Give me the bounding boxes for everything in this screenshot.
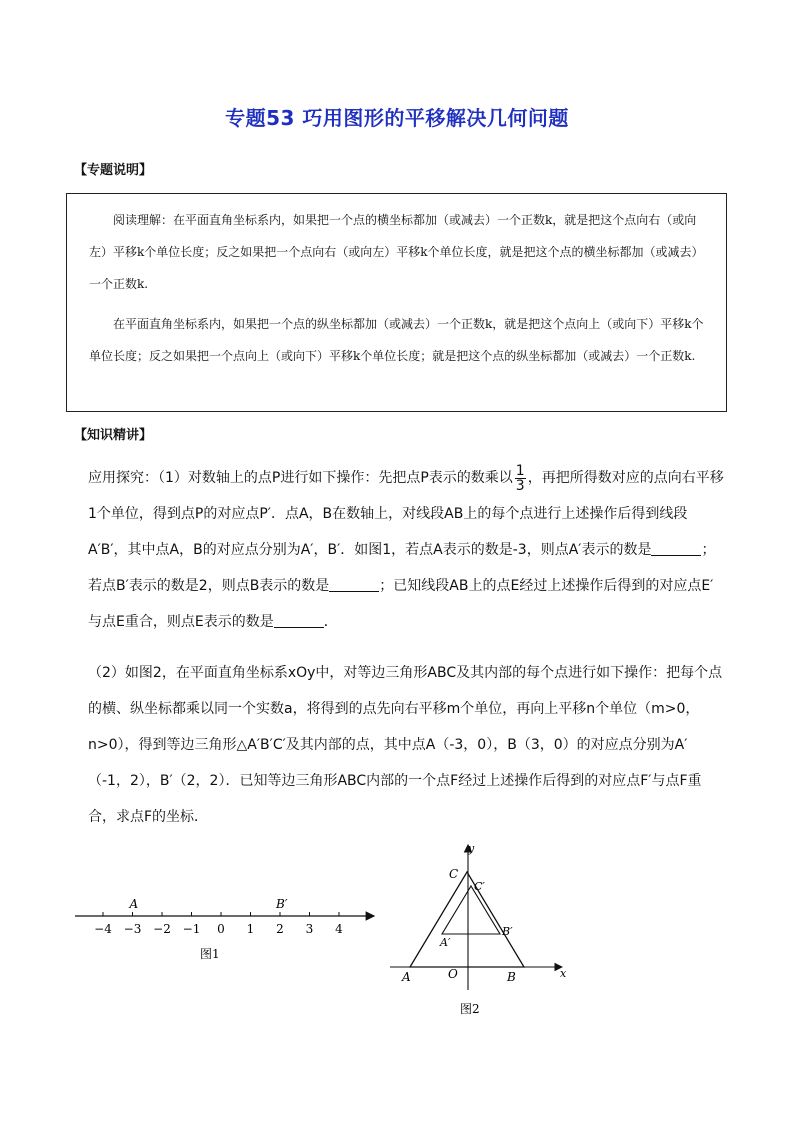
question-2 — [88, 655, 724, 835]
figure-2-coordinate-plane — [390, 840, 580, 1020]
answer-blank-2[interactable] — [329, 577, 379, 592]
vertex-c-label: C — [449, 867, 459, 881]
tick-label: 2 — [276, 922, 284, 936]
vertex-c-prime-label: C′ — [474, 880, 485, 893]
vertex-a-prime-label: A′ — [440, 936, 451, 949]
page-title: 专题53 巧用图形的平移解决几何问题 — [225, 106, 569, 130]
fraction-denominator: 3 — [515, 477, 525, 494]
tick-label: 3 — [305, 922, 314, 936]
question-1-text — [88, 460, 724, 640]
tick-label: −4 — [94, 922, 112, 936]
vertex-a-label: A — [402, 970, 411, 984]
tick-label: −1 — [182, 922, 201, 936]
tick-label: −3 — [123, 922, 142, 936]
y-axis-label: y — [468, 842, 475, 855]
section-heading-knowledge: 【知识精讲】 — [74, 428, 153, 443]
origin-label: O — [448, 967, 458, 981]
q1-part-d: ；已知线段AB上的点E经过上述操作后得到的对应点E′与点E重合，则点E表示的数是 — [88, 578, 714, 630]
point-b-prime-label: B′ — [276, 897, 288, 911]
vertex-b-label: B — [507, 970, 516, 984]
section-heading-explanation: 【专题说明】 — [74, 163, 153, 178]
q1-part-a: 应用探究：（1）对数轴上的点P进行如下操作：先把点P表示的数乘以 — [88, 470, 513, 486]
tick-label: −2 — [153, 922, 171, 936]
explanation-box — [66, 193, 727, 412]
answer-blank-1[interactable] — [651, 541, 701, 556]
figure-2-caption: 图2 — [460, 1002, 480, 1016]
question-2-text: （2）如图2，在平面直角坐标系xOy中，对等边三角形ABC及其内部的每个点进行如下操作：把每个点的横、纵坐标都乘以同一个实数a，将得到的点先向右平移m个单位，再向上平移n个单位（m>0，n>0），得到等边三角形△A′B′C′及其内部的点，其中点A（-3，0），B（3，0）的对应点分别为A′（-1，2），B′（2，2）．已知等边三角形ABC内部的一个点F经过上述操作后得到的对应点F′与点F重合，求点F的坐标． — [88, 665, 723, 825]
explanation-paragraph-1: 阅读理解：在平面直角坐标系内，如果把一个点的横坐标都加（或减去）一个正数k，就是把这个点向右（或向左）平移k个单位长度；反之如果把一个点向右（或向左）平移k个单位长度，就是把这个点的横坐标都加（或减去）一个正数k. — [89, 213, 704, 291]
point-a-label: A — [129, 897, 139, 911]
answer-blank-3[interactable] — [274, 613, 324, 628]
tick-label: 0 — [217, 922, 225, 936]
question-1 — [88, 460, 724, 640]
fraction-one-third — [515, 464, 526, 493]
tick-label: 1 — [246, 922, 255, 936]
q1-part-e: ． — [323, 614, 338, 630]
tick-label: 4 — [335, 922, 343, 936]
vertex-b-prime-label: B′ — [502, 925, 513, 938]
q1-part-b: ，再把所得数对应的点向右平移1个单位，得到点P的对应点P′．点A，B在数轴上，对线段AB上的每个点进行上述操作后得到线段A′B′，其中点A，B的对应点分别为A′，B′．如图1，若点A表示的数是-3，则点A′表示的数是 — [88, 470, 724, 558]
fraction-numerator: 1 — [515, 462, 525, 479]
x-axis-label: x — [560, 967, 567, 980]
explanation-paragraph-2: 在平面直角坐标系内，如果把一个点的纵坐标都加（或减去）一个正数k，就是把这个点向上（或向下）平移k个单位长度；反之如果把一个点向上（或向下）平移k个单位长度；就是把这个点的纵坐标都加（或减去）一个正数k. — [89, 317, 704, 363]
q1-part-c: ；若点B′表示的数是2，则点B表示的数是 — [88, 542, 716, 594]
figure-1-number-line — [70, 890, 390, 970]
triangle-a-prime-b-prime-c-prime — [442, 886, 500, 934]
triangle-abc — [410, 872, 524, 967]
figure-1-caption: 图1 — [200, 947, 220, 961]
